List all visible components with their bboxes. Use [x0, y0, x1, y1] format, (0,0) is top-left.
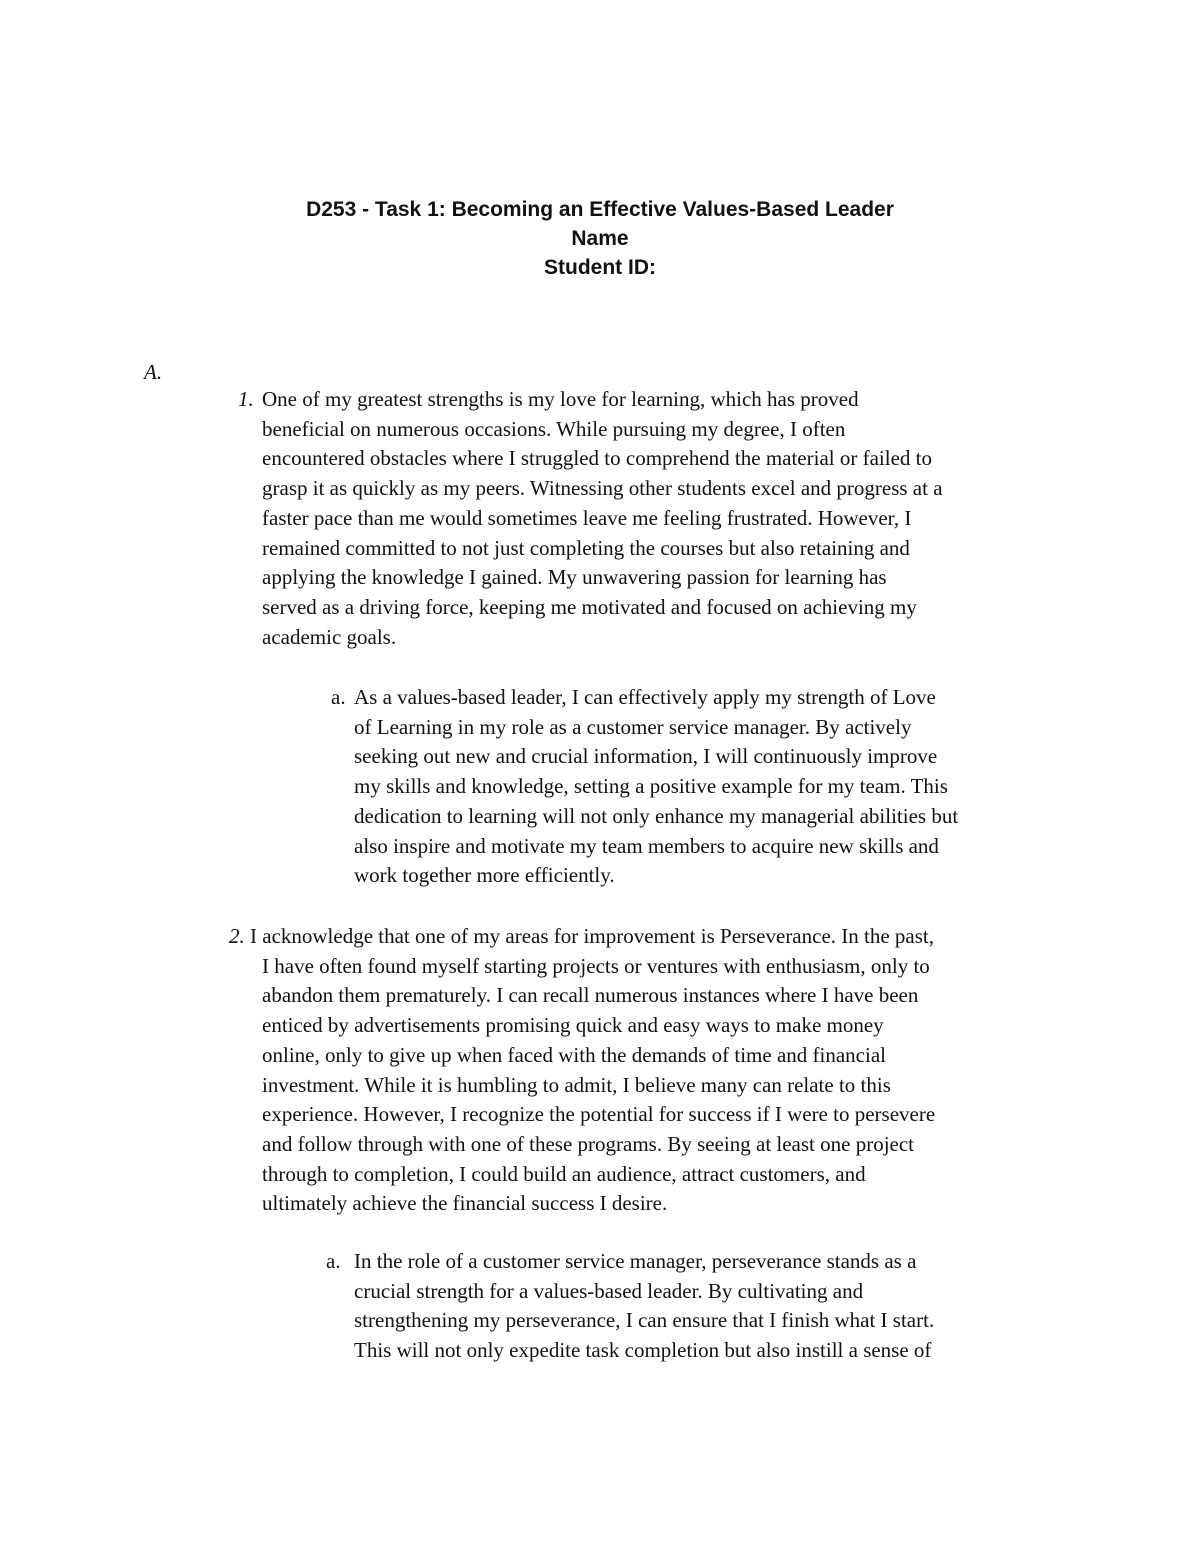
paragraph-line: enticed by advertisements promising quick and easy ways to make money	[262, 1013, 884, 1038]
paragraph-line: seeking out new and crucial information, I will continuously improve	[354, 744, 938, 769]
paragraph-line: work together more efficiently.	[354, 863, 615, 888]
paragraph-line: experience. However, I recognize the potential for success if I were to persevere	[262, 1102, 936, 1127]
paragraph-line: of Learning in my role as a customer service manager. By actively	[354, 714, 912, 739]
paragraph-line: and follow through with one of these programs. By seeing at least one project	[262, 1131, 915, 1156]
paragraph-line: crucial strength for a values-based leader. By cultivating and	[354, 1278, 864, 1303]
paragraph-line: also inspire and motivate my team members to acquire new skills and	[354, 833, 939, 858]
paragraph-line: One of my greatest strengths is my love for learning, which has proved	[262, 387, 859, 411]
paragraph-line: faster pace than me would sometimes leave me feeling frustrated. However, I	[262, 505, 912, 530]
sub-marker-2a: a.	[326, 1249, 341, 1273]
paragraph-line: strengthening my perseverance, I can ensure that I finish what I start.	[354, 1308, 935, 1333]
name-label: Name	[571, 227, 629, 250]
paragraph-2a	[354, 1247, 1044, 1366]
paragraph-line: online, only to give up when faced with the demands of time and financial	[262, 1042, 886, 1067]
paragraph-line: dedication to learning will not only enhance my managerial abilities but	[354, 803, 959, 828]
paragraph-line: remained committed to not just completing the courses but also retaining and	[262, 535, 910, 560]
paragraph-line: academic goals.	[262, 624, 397, 649]
paragraph-line: In the role of a customer service manager, perseverance stands as a	[354, 1249, 917, 1273]
student-id-label: Student ID:	[544, 256, 656, 279]
paragraph-1a	[354, 683, 1044, 891]
paragraph-line: I have often found myself starting projects or ventures with enthusiasm, only to	[262, 953, 930, 978]
paragraph-line: my skills and knowledge, setting a positive example for my team. This	[354, 774, 948, 799]
paragraph-line: As a values-based leader, I can effectively apply my strength of Love	[354, 685, 936, 709]
paragraph-line: This will not only expedite task completion but also instill a sense of	[354, 1338, 932, 1363]
document-title: D253 - Task 1: Becoming an Effective Values-Based Leader	[306, 198, 894, 221]
paragraph-1	[262, 385, 1042, 652]
paragraph-line: beneficial on numerous occasions. While pursuing my degree, I often	[262, 416, 846, 441]
paragraph-line: investment. While it is humbling to admit, I believe many can relate to this	[262, 1072, 891, 1097]
paragraph-line: through to completion, I could build an audience, attract customers, and	[262, 1161, 866, 1186]
paragraph-line: abandon them prematurely. I can recall numerous instances where I have been	[262, 983, 919, 1008]
paragraph-line: applying the knowledge I gained. My unwavering passion for learning has	[262, 565, 887, 590]
sub-marker-1a: a.	[331, 685, 346, 709]
paragraph-2	[250, 922, 1030, 1219]
paragraph-line: I acknowledge that one of my areas for improvement is Perseverance. In the past,	[250, 924, 934, 948]
list-marker-2: 2.	[229, 924, 245, 948]
paragraph-line: grasp it as quickly as my peers. Witnessing other students excel and progress at a	[262, 476, 943, 501]
list-marker-1: 1.	[238, 387, 254, 411]
paragraph-line: encountered obstacles where I struggled to comprehend the material or failed to	[262, 446, 932, 471]
paragraph-line: ultimately achieve the financial success I desire.	[262, 1191, 668, 1216]
paragraph-line: served as a driving force, keeping me motivated and focused on achieving my	[262, 594, 917, 619]
title-block	[0, 195, 1200, 282]
section-label: A.	[144, 360, 163, 384]
